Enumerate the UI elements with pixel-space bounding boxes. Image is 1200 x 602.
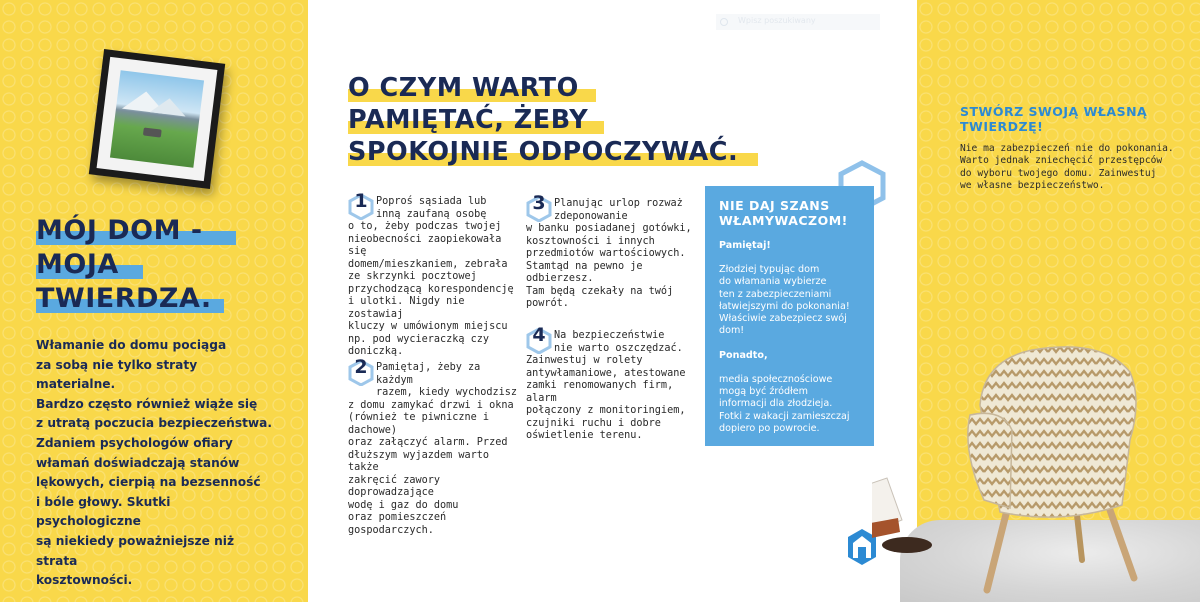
left-body-text: Włamanie do domu pociąga za sobą nie tylko straty materialne. Bardzo często również wiąże się z utratą poczucia bezpieczeństwa. Zdaniem psychologów ofiary włamań doświadczają stanów lękowych, cierpią na bezsenność i bóle głowy. Skutki psychologiczne są niekiedy poważniejsze niż strata kosztowności.: [36, 338, 273, 588]
info-box: [705, 186, 874, 446]
middle-title-line: SPOKOJNIE ODPOCZYWAĆ.: [348, 137, 739, 167]
tip-2: 2 Pamiętaj, żeby za każdym razem, kiedy wychodzisz z domu zamykać drzwi i okna (również te piwniczne i dachowe) oraz załączyć alarm. Przed dłuższym wyjazdem warto także zakręcić zawory doprowadzające wodę i gaz do domu oraz pomieszczeń gospodarczych.: [348, 356, 518, 536]
framed-picture: [89, 49, 225, 189]
number-badge: 4: [526, 328, 552, 354]
search-input[interactable]: [716, 14, 880, 30]
info-box-title: NIE DAJ SZANS WŁAMYWACZOM!: [719, 198, 848, 228]
left-title-line: MÓJ DOM -: [36, 215, 203, 246]
number-badge: 2: [348, 360, 374, 386]
tip-1: 1 Poproś sąsiada lub inną zaufaną osobę o to, żeby podczas twojej nieobecności zaopiekowała się domem/mieszkaniem, zebrała ze skrzynki pocztowej przychodzącą korespondencję i ulotki. Nigdy nie zostawiaj kluczy w umówionym miejscu np. pod wycieraczką czy doniczką.: [348, 190, 514, 357]
middle-title-line: PAMIĘTAĆ, ŻEBY: [348, 105, 589, 135]
landscape-photo: [110, 70, 204, 168]
info-box-subheading: Ponadto,: [719, 349, 768, 361]
number-badge: 1: [348, 194, 374, 220]
tip-4: 4 Na bezpieczeństwie nie warto oszczędzać. Zainwestuj w rolety antywłamaniowe, atestowane zamki renomowanych firm, alarm połączony z monitoringiem, czujniki ruchu i dobre oświetlenie terenu.: [526, 324, 686, 441]
left-title-line: TWIERDZA.: [36, 283, 212, 314]
search-icon: [720, 18, 728, 26]
middle-title-line: O CZYM WARTO: [348, 73, 579, 103]
middle-title: [348, 72, 738, 168]
left-title: [36, 214, 296, 316]
right-title: STWÓRZ SWOJĄ WŁASNĄ TWIERDZĘ!: [960, 104, 1148, 134]
tip-3: 3 Planując urlop rozważ zdeponowanie w banku posiadanej gotówki, kosztowności i innych przedmiotów wartościowych. Stamtąd na pewno je odbierzesz. Tam będą czekały na twój powrót.: [526, 192, 692, 309]
left-title-line: MOJA: [36, 249, 119, 280]
armchair-image: [872, 320, 1172, 602]
info-box-paragraph: media społecznościowe mogą być źródłem informacji dla złodzieja. Fotki z wakacji zamieszczaj dopiero po powrocie.: [719, 373, 850, 434]
number-badge: 3: [526, 196, 552, 222]
right-panel: [917, 0, 1200, 602]
info-box-paragraph: Złodziej typując dom do włamania wybierze ten z zabezpieczeniami łatwiejszymi do pokonania! Właściwie zabezpiecz swój dom!: [719, 264, 850, 337]
search-placeholder: Wpisz poszukiwany: [738, 16, 816, 25]
info-box-subheading: Pamiętaj!: [719, 240, 771, 251]
left-panel: [0, 0, 308, 602]
right-body-text: Nie ma zabezpieczeń nie do pokonania. Warto jednak zniechęcić przestępców do wyboru twojego domu. Zainwestuj we własne bezpieczeństwo.: [960, 143, 1174, 192]
